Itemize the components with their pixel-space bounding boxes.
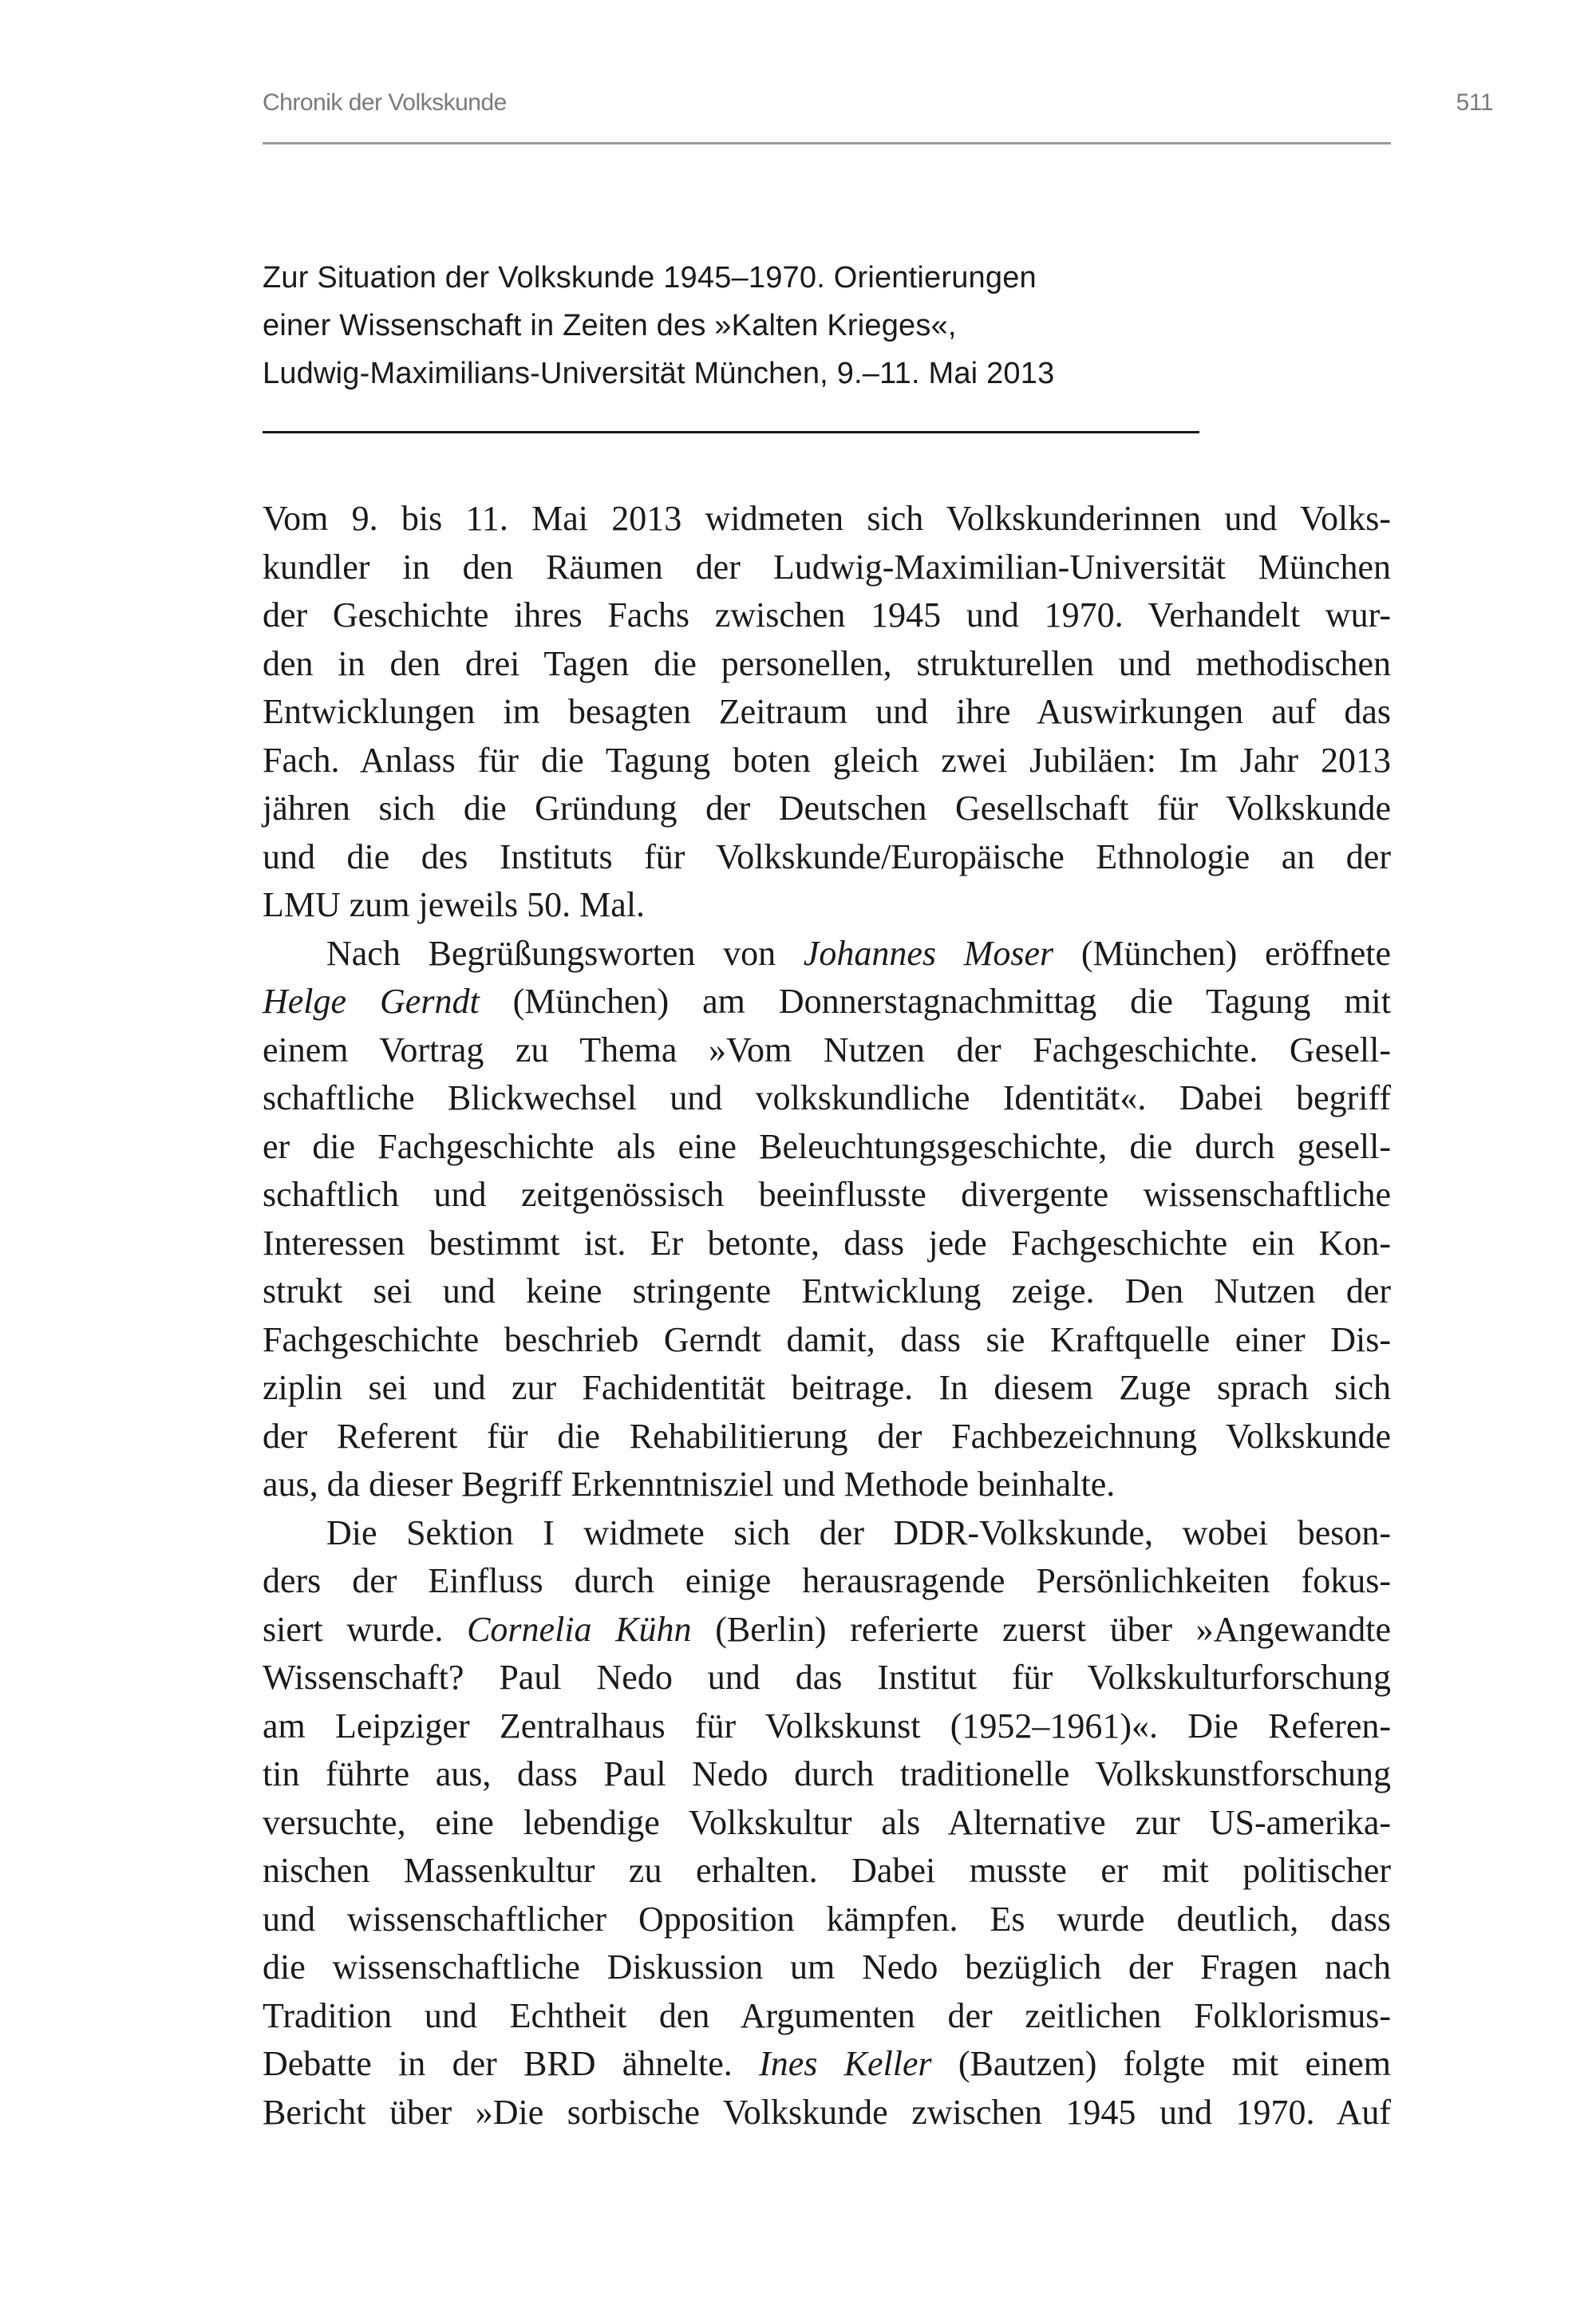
article-title-line: Zur Situation der Volkskunde 1945–1970. Orientierungen xyxy=(263,261,1037,295)
text-line xyxy=(263,1992,1391,2041)
text-line xyxy=(263,1026,1391,1075)
author-name: Ines Keller xyxy=(759,2044,932,2083)
title-divider xyxy=(263,431,1199,433)
text-line xyxy=(263,1171,1391,1220)
text-run: Interessen bestimmt ist. Er betonte, dass jede Fachgeschichte ein Kon- xyxy=(263,1223,1391,1263)
text-run: der Geschichte ihres Fachs zwischen 1945 und 1970. Verhandelt wur- xyxy=(263,595,1391,635)
text-run: schaftlich und zeitgenössisch beeinflusste divergente wissenschaftliche xyxy=(263,1175,1391,1214)
text-line xyxy=(263,1557,1391,1606)
text-line xyxy=(263,1267,1391,1316)
text-line xyxy=(263,978,1391,1026)
text-line xyxy=(263,1847,1391,1896)
text-line xyxy=(263,1896,1391,1944)
text-run: Die Sektion I widmete sich der DDR-Volkskunde, wobei beson- xyxy=(326,1512,1391,1552)
text-line xyxy=(263,1750,1391,1799)
text-run: ziplin sei und zur Fachidentität beitrage. In diesem Zuge sprach sich xyxy=(263,1368,1391,1407)
text-run: jähren sich die Gründung der Deutschen Gesellschaft für Volkskunde xyxy=(263,789,1391,828)
author-name: Cornelia Kühn xyxy=(467,1609,692,1649)
text-run: einem Vortrag zu Thema »Vom Nutzen der Fachgeschichte. Gesell- xyxy=(263,1030,1391,1069)
text-run: schaftliche Blickwechsel und volkskundliche Identität«. Dabei begriff xyxy=(263,1078,1391,1117)
text-line xyxy=(263,833,1391,882)
text-line xyxy=(263,785,1391,833)
text-run: am Leipziger Zentralhaus für Volkskunst (1952–1961)«. Die Referen- xyxy=(263,1706,1391,1746)
text-line xyxy=(263,1364,1391,1413)
text-line xyxy=(263,640,1391,689)
text-run: Bericht über »Die sorbische Volkskunde zwischen 1945 und 1970. Auf xyxy=(263,2092,1391,2132)
paragraph xyxy=(263,930,1391,1509)
text-line xyxy=(263,1461,1391,1509)
text-line xyxy=(263,737,1391,785)
text-line xyxy=(263,591,1391,640)
text-run: kundler in den Räumen der Ludwig-Maximilian-Universität München xyxy=(263,547,1391,587)
text-line xyxy=(263,1316,1391,1365)
text-line xyxy=(263,1943,1391,1992)
text-line xyxy=(263,930,1391,979)
paragraph xyxy=(263,1509,1391,2137)
text-run: Wissenschaft? Paul Nedo und das Institut für Volkskulturforschung xyxy=(263,1658,1391,1697)
page-number: 511 xyxy=(1456,89,1493,116)
text-run: Tradition und Echtheit den Argumenten der zeitlichen Folklorismus- xyxy=(263,1995,1391,2035)
author-name: Helge Gerndt xyxy=(263,982,480,1021)
text-line xyxy=(263,2089,1391,2137)
text-run: (Berlin) referierte zuerst über »Angewandte xyxy=(691,1609,1392,1649)
running-head xyxy=(263,89,1493,121)
text-line xyxy=(263,495,1391,544)
text-run: er die Fachgeschichte als eine Beleuchtungsgeschichte, die durch gesell- xyxy=(263,1126,1391,1166)
text-run: (Bautzen) folgte mit einem xyxy=(931,2044,1391,2083)
article-title xyxy=(263,254,1300,397)
text-run: die wissenschaftliche Diskussion um Nedo bezüglich der Fragen nach xyxy=(263,1947,1391,1987)
text-run: ders der Einfluss durch einige herausragende Persönlichkeiten fokus- xyxy=(263,1561,1391,1600)
text-run: tin führte aus, dass Paul Nedo durch traditionelle Volkskunstforschung xyxy=(263,1754,1391,1793)
text-run: Fachgeschichte beschrieb Gerndt damit, dass sie Kraftquelle einer Dis- xyxy=(263,1319,1391,1359)
text-run: Nach Begrüßungsworten von xyxy=(326,933,804,973)
running-head-title: Chronik der Volkskunde xyxy=(263,89,507,116)
article-body xyxy=(263,495,1391,2137)
text-line xyxy=(263,881,1391,930)
text-run: nischen Massenkultur zu erhalten. Dabei musste er mit politischer xyxy=(263,1851,1391,1890)
text-run: der Referent für die Rehabilitierung der Fachbezeichnung Volkskunde xyxy=(263,1416,1391,1456)
text-run: und die des Instituts für Volkskunde/Europäische Ethnologie an der xyxy=(263,836,1391,876)
text-line xyxy=(263,688,1391,737)
text-run: versuchte, eine lebendige Volkskultur als Alternative zur US-amerika- xyxy=(263,1802,1391,1842)
text-run: (München) am Donnerstagnachmittag die Tagung mit xyxy=(479,982,1392,1021)
text-run: siert wurde. xyxy=(263,1609,468,1649)
author-name: Johannes Moser xyxy=(803,933,1054,973)
text-run: den in den drei Tagen die personellen, strukturellen und methodischen xyxy=(263,643,1391,683)
text-line xyxy=(263,1123,1391,1172)
text-line xyxy=(263,1074,1391,1123)
text-line xyxy=(263,1654,1391,1702)
text-run: Debatte in der BRD ähnelte. xyxy=(263,2044,760,2083)
text-run: LMU zum jeweils 50. Mal. xyxy=(263,885,646,924)
text-run: strukt sei und keine stringente Entwicklung zeige. Den Nutzen der xyxy=(263,1271,1391,1311)
text-run: Entwicklungen im besagten Zeitraum und ihre Auswirkungen auf das xyxy=(263,692,1391,731)
header-divider xyxy=(263,142,1391,144)
text-run: (München) eröffnete xyxy=(1053,933,1392,973)
text-run: Vom 9. bis 11. Mai 2013 widmeten sich Volkskunderinnen und Volks- xyxy=(263,499,1391,538)
article-title-line: Ludwig-Maximilians-Universität München, 9.–11. Mai 2013 xyxy=(263,357,1055,390)
text-line xyxy=(263,1509,1391,1558)
text-run: und wissenschaftlicher Opposition kämpfen. Es wurde deutlich, dass xyxy=(263,1899,1391,1939)
text-line xyxy=(263,1413,1391,1461)
text-line xyxy=(263,1606,1391,1655)
article-title-line: einer Wissenschaft in Zeiten des »Kalten Krieges«, xyxy=(263,309,957,342)
text-line xyxy=(263,1799,1391,1848)
paragraph xyxy=(263,495,1391,930)
text-line xyxy=(263,1220,1391,1268)
text-run: Fach. Anlass für die Tagung boten gleich zwei Jubiläen: Im Jahr 2013 xyxy=(263,740,1391,780)
text-line xyxy=(263,544,1391,592)
text-line xyxy=(263,2040,1391,2089)
text-run: aus, da dieser Begriff Erkenntnisziel und Methode beinhalte. xyxy=(263,1465,1116,1504)
text-line xyxy=(263,1702,1391,1751)
